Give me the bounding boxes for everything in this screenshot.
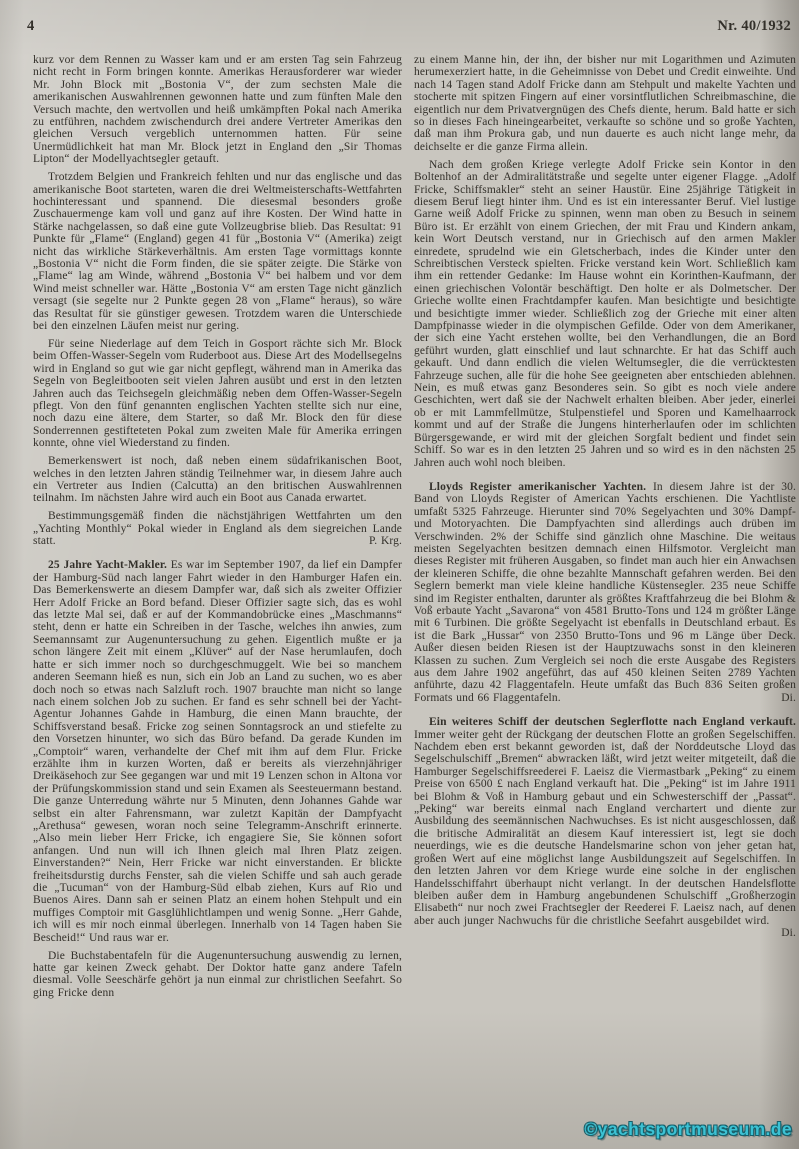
author-initials: Di. [781, 927, 796, 940]
page-header [27, 18, 791, 35]
paragraph: Bemerkenswert ist noch, daß neben einem südafrikanischen Boot, welches in den letzten Jahren ständig Teilnehmer war, in diesem Jahre auch ein Vertreter aus Indien (Calcutta) an den britischen Auswahlrennen teilnahm. Im nächsten Jahre wird auch ein Boot aus Canada erwartet. [33, 455, 402, 505]
paragraph: Die Buchstabentafeln für die Augenuntersuchung auswendig zu lernen, hatte gar keinen Zweck gehabt. Der Doktor hatte ganz andere Tafeln diesmal. Volle Seeschärfe gehört ja nun einmal zur christlichen Seefahrt. So ging Fricke denn [33, 949, 402, 999]
paragraph: Trotzdem Belgien und Frankreich fehlten und nur das englische und das amerikanische Boot starteten, waren die drei Weltmeisterschafts-Wettfahrten hochinteressant und spannend. Die diesesmal besonders große Zuschauermenge kam voll und ganz auf ihre Kosten. Der Wind hatte in Stärke nachgelassen, so daß eine gute Vollzeugbrise blieb. Das Resultat: 91 Punkte für „Flame“ (England) gegen 41 für „Bostonia V“ (Amerika) zeigt nicht das wirkliche Stärkeverhältnis. Am ersten Tage vormittags konnte „Bostonia V“ nicht die Form finden, die sie später zeigte. Die Stärke von „Flame“ lag am Winde, während „Bostonia V“ bei halbem und vor dem Wind meist schneller war. Hätte „Bostonia V“ am ersten Tage nicht gänzlich versagt (sie segelte nur 2 Punkte gegen 28 von „Flame“ heraus), so wäre das Resultat für sie günstiger gewesen. Trotzdem waren die Unterschiede bei den einzelnen Läufen meist nur gering. [33, 171, 402, 333]
paragraph: Nach dem großen Kriege verlegte Adolf Fricke sein Kontor in den Boltenhof an der Admiralitätstraße und segelte unter eigener Flagge. „Adolf Fricke, Schiffsmakler“ steht an seiner Haustür. Eine 25jährige Tätigkeit in diesem Beruf liegt hinter ihm. Und es ist ein interessanter Beruf. Viel lustige Garne weiß Adolf Fricke zu spinnen, wenn man oben zu Besuch in seinem Büro ist. Er erzählt von einem Griechen, der mit Frau und Kindern ankam, kein Wort Deutsch verstand, nur in Griechisch auf den armen Makler einredete, sprudelnd wie ein Gletscherbach, indes die Kinder unter den Schreibtischen Versteck spielten. Fricke verstand kein Wort. Schließlich kam ihm ein rettender Gedanke: Im Hause wohnt ein Korinthen-Kaufmann, der einen griechischen Volontär beschäftigt. Den holte er als Dolmetscher. Der Grieche wollte einen Frachtdampfer kaufen. Man besichtigte und besichtigte und besichtigte immer wieder. Schließlich zog der Grieche mit einer alten Dampfpinasse wieder in die olympischen Gefilde. Oder von dem Amerikaner, der sich eine Yacht erstehen wollte, bei den Verhandlungen, die an Bord geführt wurden, glatt einschlief und laut schnarchte. Er hat das Schiff auch gekauft. Und dann endlich die vielen Weltumsegler, die die verrücktesten Fahrzeuge suchen, alle für die hohe See geeigneten aber entschieden ablehnen. Nein, es muß etwas ganz Besonderes sein. So gibt es noch viele andere Geschichten, wert daß sie der Nachwelt erhalten bleiben. Aber jeder, einerlei ob er mit Lammfellmütze, Stulpenstiefel und Sporen und Kamelhaarrock kommt und auf der Straße die Jungens hinterherlaufen oder im schlichten Bürgersgewande, er wird mit der gleichen Sorgfalt bedient und findet sein Schiff. So war es in den letzten 25 Jahren und so wird es in den nächsten 25 Jahren auch wohl noch bleiben. [414, 158, 796, 469]
article-title: 25 Jahre Yacht-Makler. [48, 559, 171, 572]
article-paragraph: Ein weiteres Schiff der deutschen Seglerflotte nach England verkauft. Immer weiter geht der Rückgang der deutschen Flotte an großen Segelschiffen. Nachdem eben erst bekannt geworden ist, daß der Norddeutsche Lloyd das Segelschulschiff „Bremen“ abwracken läßt, wird jetzt weiter mitgeteilt, daß die Hamburger Segelschiffsreederei F. Laeisz die Viermastbark „Peking“ zu einem Preise von 6500 £ nach England verkauft hat. Die „Peking“ ist im Jahre 1911 bei Blohm & Voß in Hamburg gebaut und ein Schwesterschiff der „Passat“. „Peking“ war bereits einmal nach England verchartert und diente zur Ausbildung des seemännischen Nachwuchses. Es ist nicht ausgeschlossen, daß die britische Admiralität an diesem Kauf interessiert ist, legt sie doch neuerdings, wie es die deutsche Handelsmarine schon von jeher getan hat, großen Wert auf eine möglichst lange Ausbildungszeit auf Segelschiffen. In den letzten Jahren vor dem Kriege wurde eine solche in der englischen Handelsschiffahrt überhaupt nicht verlangt. In der deutschen Handelsflotte bleiben außer dem in Hamburg angebundenen Schulschiff „Großherzogin Elisabeth“ nur noch zwei Frachtsegler der Reederei F. Laeisz nach, auf denen aber auch junger Nachwuchs für die christliche Seefahrt ausgebildet wird. Di. [414, 716, 796, 940]
article-title: Lloyds Register amerikanischer Yachten. [429, 480, 653, 493]
watermark: ©yachtsportmuseum.de [584, 1119, 792, 1139]
author-initials: P. Krg. [369, 535, 402, 548]
paragraph: Für seine Niederlage auf dem Teich in Gosport rächte sich Mr. Block beim Offen-Wasser-Segeln vom Ruderboot aus. Diese Art des Modellsegelns wird in England so gut wie gar nicht gepflegt, während man in Amerika das Segeln von Begleitbooten seit vielen Jahren ausübt und erst in den letzten Jahren auch das Teichsegeln gleichmäßig neben dem Offen-Wasser-Segeln pflegt. Von den fünf genannten englischen Yachten stellte sich nur eine, noch dazu eine ältere, dem Starter, so daß Mr. Block den für diese Sonderrennen gestifteteten Pokal zum zweiten Male für Amerika erringen konnte, ohne viel Wiederstand zu finden. [33, 337, 402, 450]
author-initials: Di. [781, 691, 796, 704]
paragraph: zu einem Manne hin, der ihn, der bisher nur mit Logarithmen und Azimuten herumexerziert hatte, in die Geheimnisse von Debet und Credit einweihte. Und nach 14 Tagen stand Adolf Fricke dann am Stehpult und makelte Yachten und stocherte mit spitzen Fingern auf einer vorsintflutlichen Schreibmaschine, die eigentlich nur dem Privatvergnügen des Chefs diente, herum. Bald hatte er sich so in dieses Fach hineingearbeitet, verkaufte so schöne und so große Yachten, daß man ihm Prokura gab, und nun dauerte es auch nicht lange mehr, da deichselte er die ganze Firma allein. [414, 54, 796, 153]
article-paragraph: Lloyds Register amerikanischer Yachten. In diesem Jahre ist der 30. Band von Lloyds Register of American Yachts erschienen. Die Yachtliste umfaßt 5325 Fahrzeuge. Hierunter sind 70% Segelyachten und 30% Dampf- und Motoryachten. Die Dampfyachten sind allerdings auch drüben im Verschwinden. 2% der Schiffe sind gänzlich ohne Maschine. Die weitaus meisten Segelyachten besitzen demnach einen Hilfsmotor. Vergleicht man dieses Register mit früheren Ausgaben, so findet man auch hier ein Anwachsen der kleineren Schiffe, die ohne bezahlte Mannschaft gefahren werden. Bei den Seglern bemerkt man viele kleine handliche Küstensegler. 235 neue Schiffe sind im Register enthalten, darunter als größtes Kraftfahrzeug die bei Blohm & Voß erbaute Yacht „Savarona“ von 4581 Brutto-Tons und 124 m größter Länge mit 6 Turbinen. Die größte Segelyacht ist ebenfalls in Deutschland erbaut. Es ist die Bark „Hussar“ von 2350 Brutto-Tons und 96 m Länge über Deck. Außer diesen beiden Riesen ist der Hauptzuwachs sonst in den kleineren Klassen zu suchen. Zum Vergleich sei noch die erste Ausgabe des Registers aus dem Jahre 1902 angeführt, das auf 450 kleinen Seiten 2789 Yachten anführte, dazu 42 Flaggentafeln. Heute umfaßt das Buch 836 Seiten großen Formats und 66 Flaggentafeln. Di. [414, 480, 796, 704]
issue-number: Nr. 40/1932 [717, 18, 791, 34]
left-column [33, 54, 402, 1005]
text-columns [33, 54, 796, 1005]
right-column [414, 54, 796, 1005]
paragraph: kurz vor dem Rennen zu Wasser kam und er am ersten Tag sein Fahrzeug nicht recht in Form bringen konnte. Amerikas Herausforderer war wieder Mr. John Block mit „Bostonia V“, der zum sechsten Male die amerikanischen Auswahlrennen gewonnen hatte und zum fünften Male den Versuch machte, den wertvollen und heiß umkämpften Pokal nach Amerika zu entführen, nachdem zwischendurch drei andere Vertreter Amerikas den gleichen Versuch vergeblich unternommen hatten. Für seine Unermüdlichkeit hat man Mr. Block jetzt in England den „Sir Thomas Lipton“ der Modellyachtsegler getauft. [33, 54, 402, 166]
page-number: 4 [27, 18, 35, 34]
article-title: Ein weiteres Schiff der deutschen Seglerflotte nach England verkauft. [429, 716, 796, 729]
article-paragraph: 25 Jahre Yacht-Makler. Es war im September 1907, da lief ein Dampfer der Hamburg-Süd nach langer Fahrt wieder in den Hamburger Hafen ein. Das Bemerkenswerte an diesem Dampfer war, daß sich als zweiter Offizier Herr Adolf Fricke an Bord befand. Dieser Offizier sagte sich, das es wohl das letzte Mal sei, daß er auf der Kommandobrücke eines „Maschmanns“ steht, denn er hatte ein Schreiben in der Tasche, welches ihn anwies, zum Seemannsamt zur Augenuntersuchung zu gehen. Eigentlich mußte er ja schon längere Zeit mit einem „Klüver“ auf der Nase herumlaufen, doch hatte er sich immer noch so durchgeschmuggelt. Wie bei so manchem anderen Seemann hieß es nun, sich ein Job an Land zu suchen, wo es aber doch noch so etwas nach Salzluft roch. 1907 brauchte man nicht so lange nach einem solchen Job zu suchen. Er fand es sehr schnell bei der Yacht-Agentur Johannes Gahde in Hamburg, die einen Mann brauchte, der Schiffsverstand besaß. Fricke zog seinen Sonntagsrock an und stiefelte zu den Vorsetzen hinunter, wo sich das Büro befand. Da gerade Kunden im „Comptoir“ waren, verhandelte der Chef mit ihm auf dem Flur. Fricke erzählte ihm in kurzen Worten, daß er bereits als vierzehnjähriger Dreikäsehoch zur See gegangen war und mit 19 Lenzen schon in Altona vor der Prüfungskommission stand und sein Examen als Seesteuermann bestand. Die ganze Unterredung währte nur 5 Minuten, denn Johannes Gahde war selbst ein alter Fahrensmann, war zuletzt Kapitän der Dampfyacht „Arethusa“ gewesen, woran noch seine Telegramm-Anschrift erinnerte. „Also mein lieber Herr Fricke, ich engagiere Sie, Sie können sofort anfangen. Und nun will ich Ihnen gleich mal Ihren Platz zeigen. Einverstanden?“ Nein, Herr Fricke war nicht einverstanden. Er blickte freiheitsdurstig durchs Fenster, sah die vielen Schiffe und sah auch gerade die „Tucuman“ von der Hamburg-Süd elbab ziehen, Kurs auf Rio und Buenos Aires. Dann sah er seinen Platz an einem hohen Stehpult und ein muffiges Comptoir mit Gasglühlichtlampen und wenig Sonne. „Herr Gahde, ich will es mir noch einmal überlegen. Innerhalb von 14 Tagen haben Sie Bescheid!“ Und raus war er. [33, 559, 402, 944]
paragraph: Bestimmungsgemäß finden die nächstjährigen Wettfahrten um den „Yachting Monthly“ Pokal wieder in England als dem siegreichen Lande statt. P. Krg. [33, 510, 402, 548]
